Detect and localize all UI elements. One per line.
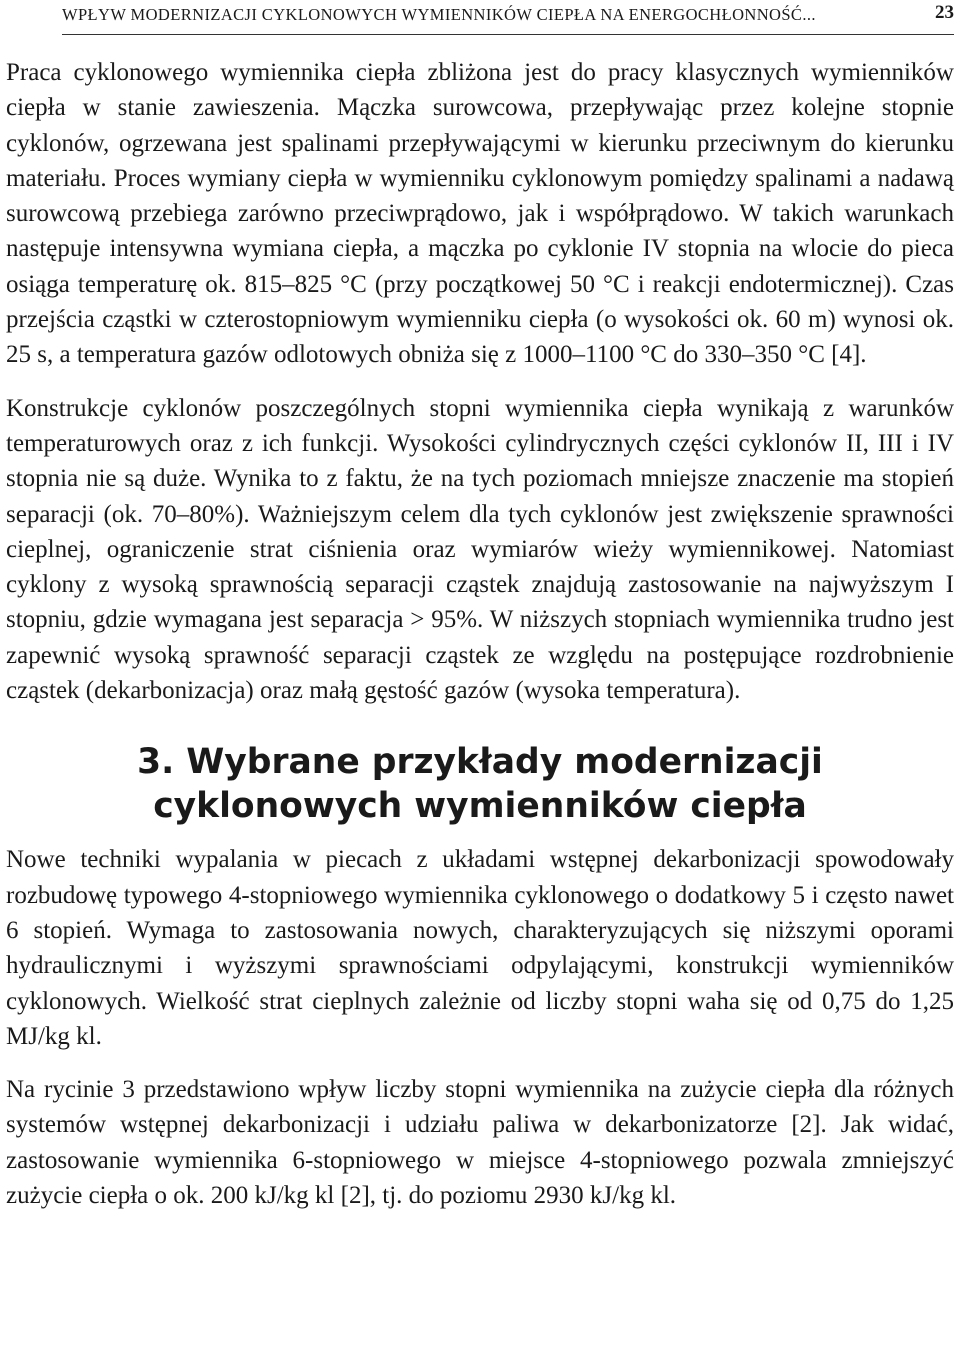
running-header: [62, 0, 954, 35]
paragraph-new-techniques: Nowe techniki wypalania w piecach z układami wstępnej dekarbonizacji spowodowały rozbudowę typowego 4-stopniowego wymiennika cyklonowego o dodatkowy 5 i często nawet 6 stopień. Wymaga to zastosowania nowych, charakteryzujących się niższymi oporami hydraulicznymi i wyższymi sprawnościami odpylającymi, konstrukcji wymienników cyklonowych. Wielkość strat cieplnych zależnie od liczby stopni waha się od 0,75 do 1,25 MJ/kg kl.: [6, 846, 954, 1050]
running-title: WPŁYW MODERNIZACJI CYKLONOWYCH WYMIENNIKÓW CIEPŁA NA ENERGOCHŁONNOŚĆ...: [62, 5, 816, 24]
section-heading: 3. Wybrane przykłady modernizacji cyklonowych wymienników ciepła: [137, 742, 823, 827]
body-text: [6, 55, 954, 1213]
page-number: 23: [935, 2, 954, 23]
paragraph-figure-reference: Na rycinie 3 przedstawiono wpływ liczby stopni wymiennika na zużycie ciepła dla różnych systemów wstępnej dekarbonizacji i udziału paliwa w dekarbonizatorze [2]. Jak widać, zastosowanie wymiennika 6-stopniowego w miejsce 4-stopniowego pozwala zmniejszyć zużycie ciepła o ok. 200 kJ/kg kl [2], tj. do poziomu 2930 kJ/kg kl.: [6, 1076, 954, 1210]
paragraph-cyclone-construction: Konstrukcje cyklonów poszczególnych stopni wymiennika ciepła wynikają z warunków temperaturowych oraz z ich funkcji. Wysokości cylindrycznych części cyklonów II, III i IV stopnia nie są duże. Wynika to z faktu, że na tych poziomach mniejsze znaczenie ma stopień separacji (ok. 70–80%). Ważniejszym celem dla tych cyklonów jest zwiększenie sprawności cieplnej, ograniczenie strat ciśnienia oraz wymiarów wieży wymiennikowej. Natomiast cyklony z wysoką sprawnością separacji cząstek znajdują zastosowanie na najwyższym I stopniu, gdzie wymagana jest separacja > 95%. W niższych stopniach wymiennika trudno jest zapewnić wysoką sprawność separacji cząstek ze względu na postępujące rozdrobnienie cząstek (dekarbonizacja) oraz małą gęstość gazów (wysoka temperatura).: [6, 394, 954, 705]
paragraph-cyclone-operation: Praca cyklonowego wymiennika ciepła zbliżona jest do pracy klasycznych wymienników ciepła w stanie zawieszenia. Mączka surowcowa, przepływając przez kolejne stopnie cyklonów, ogrzewana jest spalinami przepływającymi w kierunku przeciwnym do kierunku materiału. Proces wymiany ciepła w wymienniku cyklonowym pomiędzy spalinami a nadawą surowcową przebiega zarówno przeciwprądowo, jak i współprądowo. W takich warunkach następuje intensywna wymiana ciepła, a mączka po cyklonie IV stopnia na wlocie do pieca osiąga temperaturę ok. 815–825 °C (przy początkowej 50 °C i reakcji endotermicznej). Czas przejścia cząstki w czterostopniowym wymienniku ciepła (o wysokości ok. 60 m) wynosi ok. 25 s, a temperatura gazów odlotowych obniża się z 1000–1100 °C do 330–350 °C [4].: [6, 59, 954, 369]
document-page: [6, 0, 954, 1231]
